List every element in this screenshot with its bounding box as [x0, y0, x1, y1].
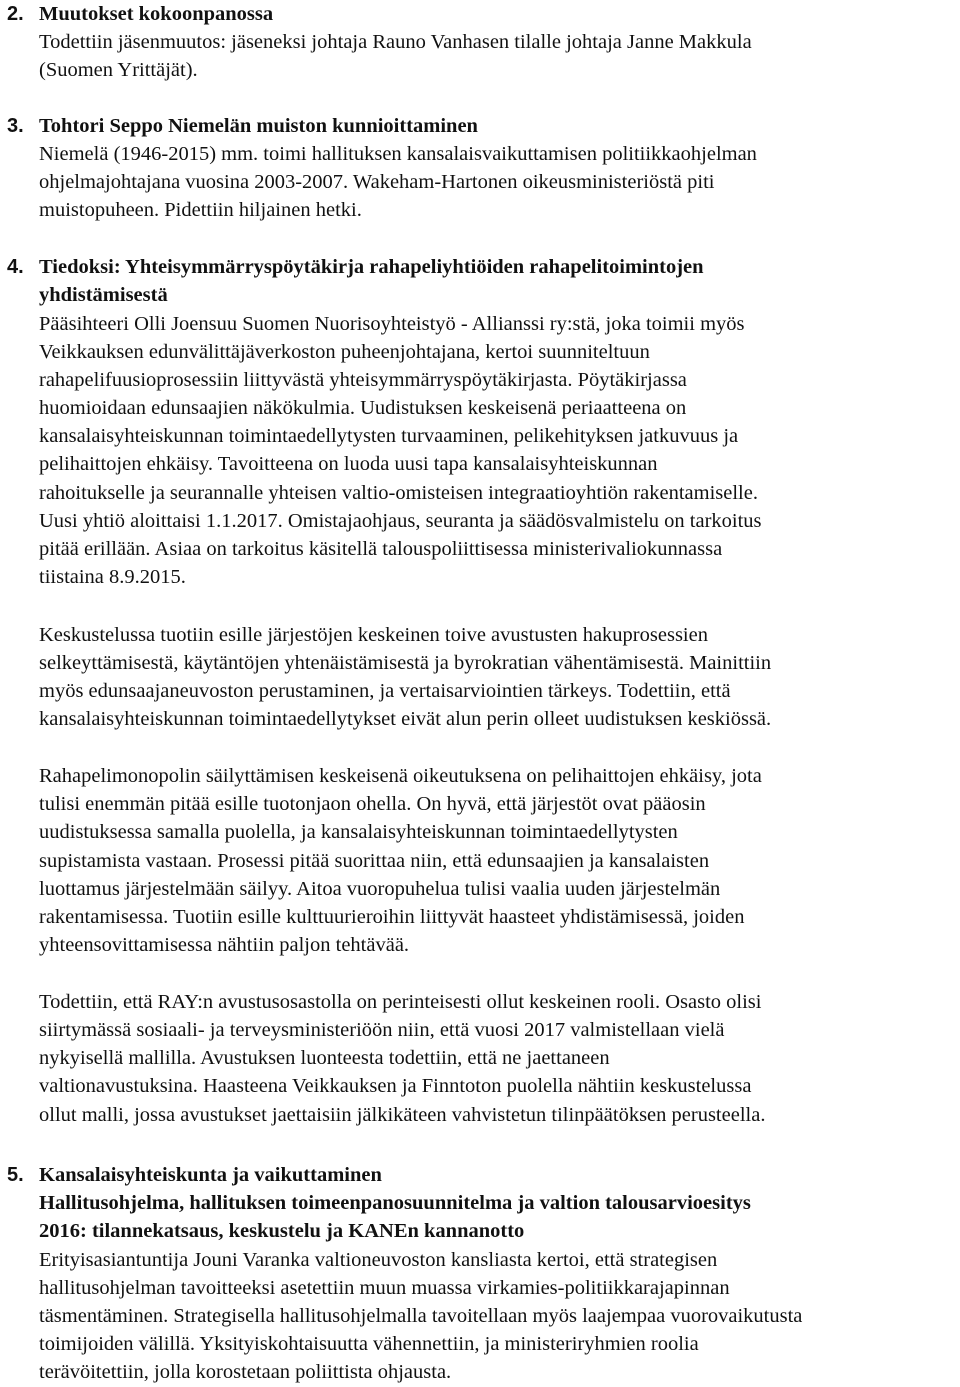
text-line: luottamus järjestelmään säilyy. Aitoa vuoropuhelua tulisi vaalia uuden järjestelmän	[39, 878, 721, 900]
text-line: Pääsihteeri Olli Joensuu Suomen Nuorisoyhteistyö - Allianssi ry:stä, joka toimii myös	[39, 313, 745, 335]
section-number: 3.	[7, 115, 24, 137]
text-line: ohjelmajohtajana vuosina 2003-2007. Wakeham-Hartonen oikeusministeriöstä piti	[39, 171, 715, 193]
text-line: täsmentäminen. Strategisella hallitusohjelmalla tavoitellaan myös laajempaa vuorovaikutusta	[39, 1305, 803, 1327]
text-line: Uusi yhtiö aloittaisi 1.1.2017. Omistajaohjaus, seuranta ja säädösvalmistelu on tarkoitus	[39, 510, 762, 532]
section-number: 4.	[7, 256, 24, 278]
text-line: nykyisellä mallilla. Avustuksen luonteesta todettiin, että ne jaettaneen	[39, 1047, 610, 1069]
text-line: selkeyttämisestä, käytäntöjen yhtenäistämisestä ja byrokratian vähentämisestä. Mainittiin	[39, 652, 772, 674]
text-line: pelihaittojen ehkäisy. Tavoitteena on luoda uusi tapa kansalaisyhteiskunnan	[39, 453, 658, 475]
text-line: uudistuksessa samalla puolella, ja kansalaisyhteiskunnan toimintaedellytysten	[39, 821, 678, 843]
text-line: tulisi enemmän pitää esille tuotonjaon ohella. On hyvä, että järjestöt ovat pääosin	[39, 793, 706, 815]
section-title: Tiedoksi: Yhteisymmärryspöytäkirja rahapeliyhtiöiden rahapelitoimintojen	[39, 256, 704, 278]
text-line: myös edunsaajaneuvoston perustaminen, ja vertaisarviointien tärkeys. Todettiin, että	[39, 680, 731, 702]
text-line: kansalaisyhteiskunnan toimintaedellytykset eivät alun perin olleet uudistuksen keskiössä.	[39, 708, 772, 730]
text-line: Veikkauksen edunvälittäjäverkoston puheenjohtajana, kertoi suunniteltuun	[39, 341, 650, 363]
text-line: Rahapelimonopolin säilyttämisen keskeisenä oikeutuksena on pelihaittojen ehkäisy, jota	[39, 765, 762, 787]
section-title: Tohtori Seppo Niemelän muiston kunnioittaminen	[39, 115, 478, 137]
section-title: yhdistämisestä	[39, 284, 168, 306]
text-line: Niemelä (1946-2015) mm. toimi hallituksen kansalaisvaikuttamisen politiikkaohjelman	[39, 143, 757, 165]
text-line: rakentamisessa. Tuotiin esille kulttuurieroihin liittyvät haasteet yhdistämisessä, joiden	[39, 906, 745, 928]
text-line: terävöitettiin, jolla korostetaan poliittista ohjausta.	[39, 1361, 452, 1383]
section-title: Kansalaisyhteiskunta ja vaikuttaminen	[39, 1164, 382, 1186]
section-number: 2.	[7, 3, 24, 25]
text-line: yhteensovittamisessa nähtiin paljon tehtävää.	[39, 934, 410, 956]
text-line: Todettiin, että RAY:n avustusosastolla on perinteisesti ollut keskeinen rooli. Osasto olisi	[39, 991, 762, 1013]
text-line: pitää erillään. Asiaa on tarkoitus käsitellä talouspoliittisessa ministerivaliokunnassa	[39, 538, 723, 560]
section-number: 5.	[7, 1164, 24, 1186]
text-line: toimijoiden välillä. Yksityiskohtaisuutta vähennettiin, ja ministeriryhmien roolia	[39, 1333, 699, 1355]
text-line: rahapelifuusioprosessiin liittyvästä yhteisymmärryspöytäkirjasta. Pöytäkirjassa	[39, 369, 687, 391]
text-line: muistopuheen. Pidettiin hiljainen hetki.	[39, 199, 362, 221]
text-line: Todettiin jäsenmuutos: jäseneksi johtaja Rauno Vanhasen tilalle johtaja Janne Makkula	[39, 31, 752, 53]
text-line: hallitusohjelman tavoitteeksi asetettiin muun muassa virkamies-politiikkarajapinnan	[39, 1277, 730, 1299]
text-line: huomioidaan edunsaajien näkökulmia. Uudistuksen keskeisenä periaatteena on	[39, 397, 687, 419]
text-line: tiistaina 8.9.2015.	[39, 566, 186, 588]
text-line: kansalaisyhteiskunnan toimintaedellytysten turvaaminen, pelikehityksen jatkuvuus ja	[39, 425, 739, 447]
text-line: rahoitukselle ja seurannalle yhteisen valtio-omisteisen integraatioyhtiön rakentamiselle.	[39, 482, 758, 504]
text-line: siirtymässä sosiaali- ja terveysministeriöön niin, että vuosi 2017 valmistellaan vielä	[39, 1019, 725, 1041]
text-line: ollut malli, jossa avustukset jaettaisiin jälkikäteen vahvistetun tilinpäätöksen perusteella.	[39, 1104, 766, 1126]
text-line: Keskustelussa tuotiin esille järjestöjen keskeinen toive avustusten hakuprosessien	[39, 624, 708, 646]
section-title: Muutokset kokoonpanossa	[39, 3, 274, 25]
text-line: Erityisasiantuntija Jouni Varanka valtioneuvoston kansliasta kertoi, että strategisen	[39, 1249, 718, 1271]
section-subtitle: Hallitusohjelma, hallituksen toimeenpanosuunnitelma ja valtion talousarvioesitys	[39, 1192, 751, 1214]
section-subtitle: 2016: tilannekatsaus, keskustelu ja KANEn kannanotto	[39, 1220, 525, 1242]
text-line: (Suomen Yrittäjät).	[39, 59, 198, 81]
text-line: valtionavustuksina. Haasteena Veikkauksen ja Finntoton puolella nähtiin keskustelussa	[39, 1075, 752, 1097]
text-line: supistamista vastaan. Prosessi pitää suorittaa niin, että edunsaajien ja kansalaisten	[39, 850, 710, 872]
